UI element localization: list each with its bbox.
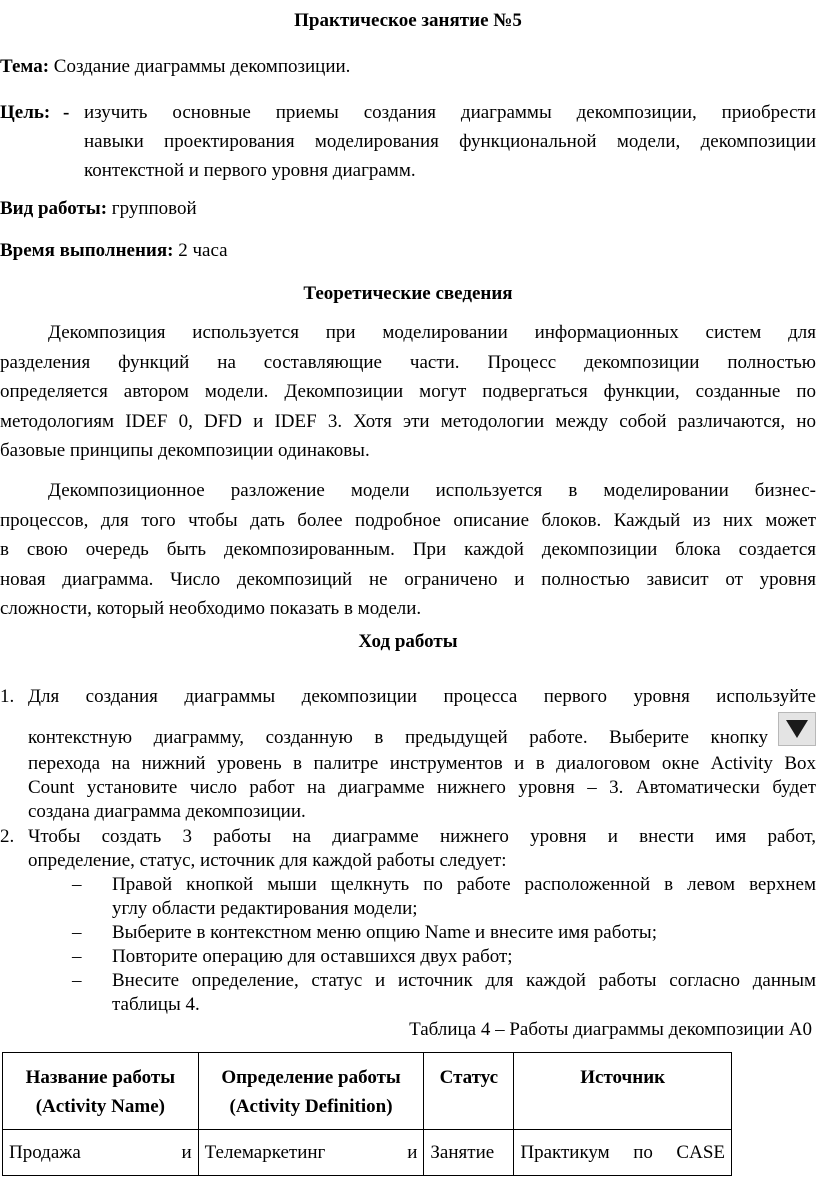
work-type-text: групповой — [111, 198, 197, 219]
step-2-body — [28, 825, 816, 873]
step-line: контекстную диаграмму, созданную в предыдущей работе. Выберите кнопку — [28, 727, 768, 748]
page-title: Практическое занятие №5 — [294, 10, 522, 31]
topic-text: Создание диаграммы декомпозиции. — [53, 56, 351, 77]
table-header-row — [3, 1053, 732, 1130]
duration-label: Время выполнения: — [0, 240, 174, 261]
bullet-line: Выберите в контекстном меню опцию Name и внесите имя работы; — [112, 922, 657, 943]
bullet-item — [72, 945, 816, 969]
goal-dash: - — [63, 102, 70, 123]
step-number: 1. — [0, 686, 15, 707]
cell-activity-definition — [198, 1130, 424, 1176]
go-to-lower-level-button[interactable] — [778, 712, 816, 746]
step-line: Для создания диаграммы декомпозиции процесса первого уровня используйте — [28, 686, 816, 707]
activities-table — [2, 1052, 732, 1176]
paragraph-line: методологиям IDEF 0, DFD и IDEF 3. Хотя эти методологии между собой различаются, но — [0, 410, 816, 432]
table-caption: Таблица 4 – Работы диаграммы декомпозиции А0 — [409, 1019, 812, 1040]
bullet-line: Повторите операцию для оставшихся двух работ; — [112, 946, 513, 967]
paragraph-line: новая диаграмма. Число декомпозиций не ограничено и полностью зависит от уровня — [0, 568, 816, 590]
step-line: перехода на нижний уровень в палитре инструментов и в диалоговом окне Activity Box — [28, 753, 816, 774]
paragraph-line: Декомпозиционное разложение модели используется в моделировании бизнес- — [48, 480, 816, 501]
step-number: 2. — [0, 826, 15, 847]
cell-text: и — [181, 1142, 192, 1163]
step-line: Чтобы создать 3 работы на диаграмме нижнего уровня и внести имя работ, — [28, 826, 816, 847]
bullet-item — [72, 969, 816, 1017]
header-status — [424, 1053, 514, 1130]
work-type-line — [0, 198, 197, 220]
cell-text: Продажа — [9, 1142, 81, 1163]
bullet-dash: – — [72, 874, 82, 895]
header-source — [514, 1053, 732, 1130]
goal-line: контекстной и первого уровня диаграмм. — [84, 160, 416, 181]
bullet-dash: – — [72, 946, 82, 967]
work-type-label: Вид работы: — [0, 198, 108, 219]
goal-line: навыки проектирования моделирования функциональной модели, декомпозиции — [84, 131, 816, 152]
theory-paragraph-1 — [0, 318, 816, 466]
header-activity-definition — [198, 1053, 424, 1130]
paragraph-line: Декомпозиция используется при моделировании информационных систем для — [48, 322, 816, 343]
paragraph-line: в свою очередь быть декомпозированным. При каждой декомпозиции блока создается — [0, 539, 816, 560]
cell-text: и — [407, 1142, 418, 1163]
step-line: определение, статус, источник для каждой работы следует: — [28, 850, 507, 871]
header-line: (Activity Name) — [35, 1096, 165, 1117]
paragraph-line: сложности, который необходимо показать в модели. — [0, 598, 422, 619]
cell-activity-name — [3, 1130, 199, 1176]
paragraph-line: разделения функций на составляющие части. Процесс декомпозиции полностью — [0, 351, 816, 373]
duration-line — [0, 240, 228, 262]
paragraph-line: определяется автором модели. Декомпозиции могут подвергаться функции, созданные по — [0, 381, 816, 402]
step-line: создана диаграмма декомпозиции. — [28, 801, 306, 822]
goal-label: Цель: — [0, 102, 51, 123]
header-line: Статус — [439, 1067, 499, 1088]
bullet-line: Внесите определение, статус и источник для каждой работы согласно данным — [112, 970, 816, 991]
goal-line: изучить основные приемы создания диаграммы декомпозиции, приобрести — [84, 102, 816, 123]
paragraph-line: процессов, для того чтобы дать более подробное описание блоков. Каждый из них может — [0, 509, 816, 531]
topic-line — [0, 56, 816, 78]
bullet-item — [72, 921, 816, 945]
step-line: Count установите число работ на диаграмме нижнего уровня – 3. Автоматически будет — [28, 777, 816, 798]
paragraph-line: базовые принципы декомпозиции одинаковы. — [0, 440, 370, 461]
bullet-item — [72, 873, 816, 921]
cell-source: Практикум по CASE — [514, 1130, 732, 1176]
header-line: Определение работы — [221, 1067, 401, 1088]
bullet-line: углу области редактирования модели; — [112, 898, 418, 919]
cell-status: Занятие — [424, 1130, 514, 1176]
goal-label-wrap — [0, 98, 82, 127]
goal-text — [84, 98, 816, 185]
header-activity-name — [3, 1053, 199, 1130]
bullet-line: Правой кнопкой мыши щелкнуть по работе расположенной в левом верхнем — [112, 874, 816, 895]
bullet-dash: – — [72, 922, 82, 943]
cell-text: Телемаркетинг — [204, 1142, 326, 1163]
triangle-down-icon — [784, 718, 810, 740]
theory-paragraph-2 — [0, 476, 816, 624]
topic-label: Тема: — [0, 56, 50, 77]
header-line: Название работы — [25, 1067, 176, 1088]
table-row — [3, 1130, 732, 1176]
header-line: (Activity Definition) — [229, 1096, 393, 1117]
duration-text: 2 часа — [178, 240, 228, 261]
bullet-line: таблицы 4. — [112, 994, 200, 1015]
step-1-body — [28, 682, 816, 824]
theory-heading: Теоретические сведения — [303, 283, 513, 304]
bullet-dash: – — [72, 970, 82, 991]
progress-heading: Ход работы — [358, 631, 458, 652]
header-line: Источник — [580, 1067, 666, 1088]
step-2-bullets — [72, 873, 816, 1017]
